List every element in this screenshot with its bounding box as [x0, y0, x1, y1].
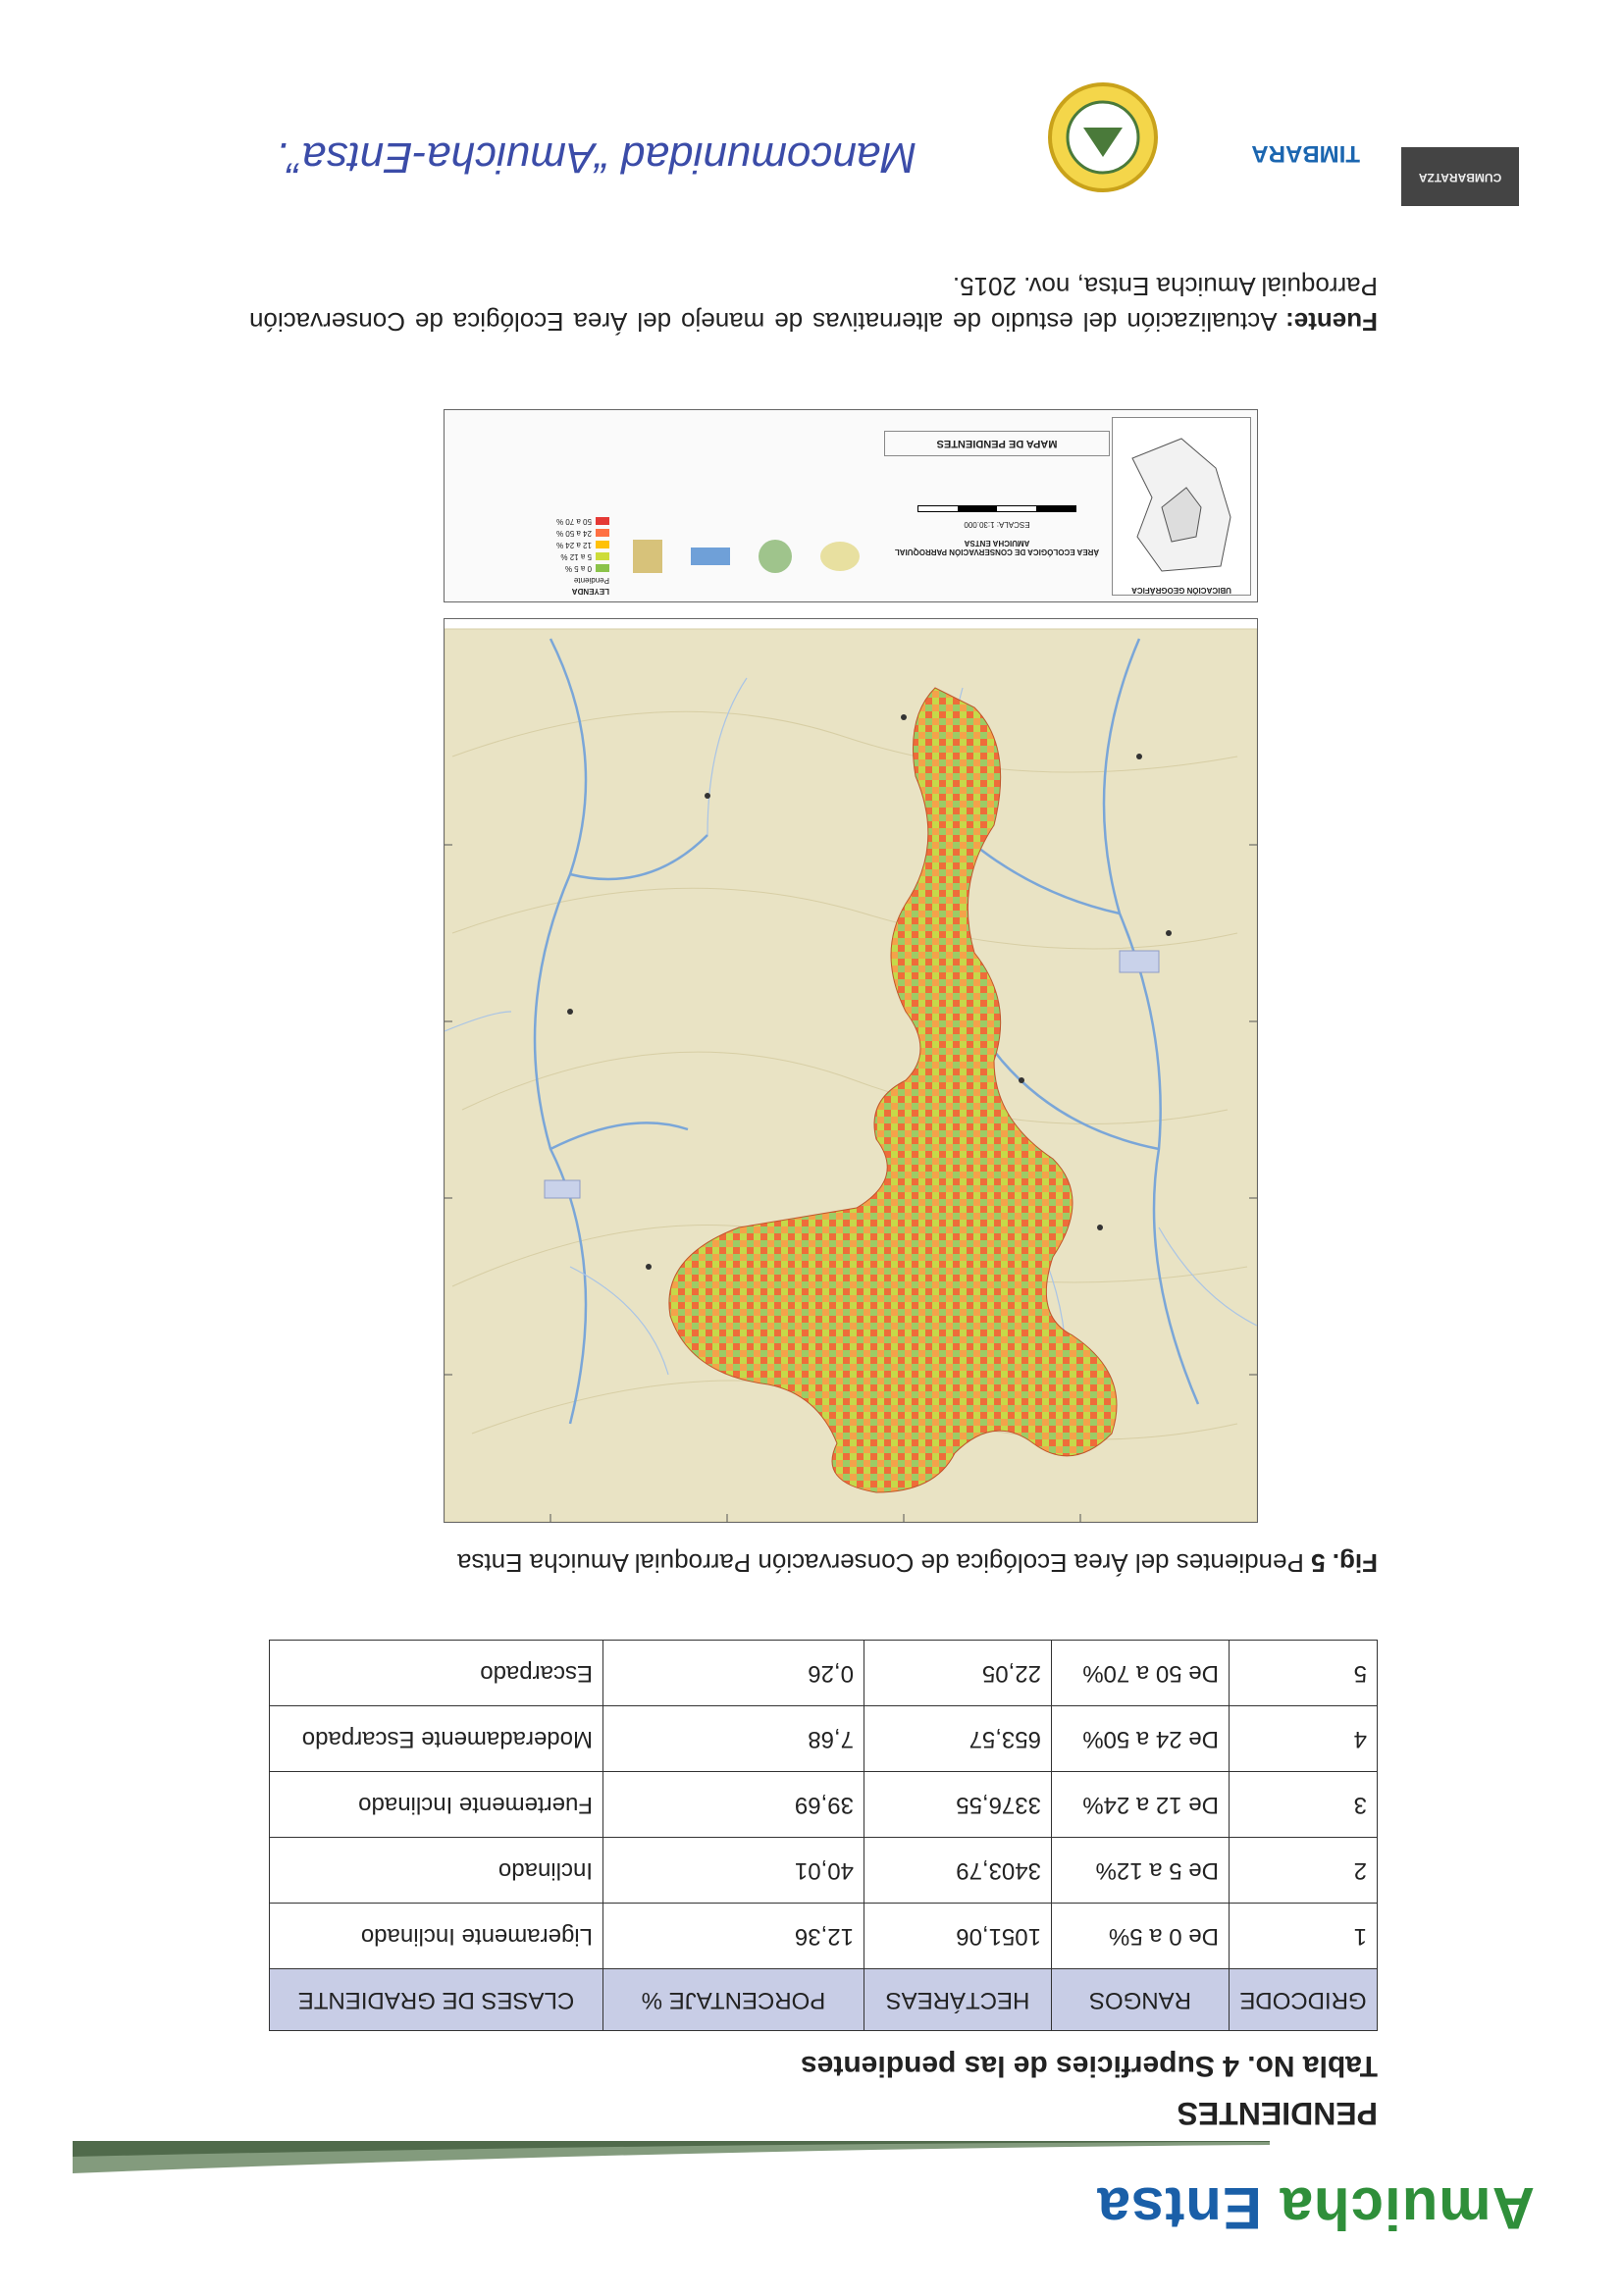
legend-label: 0 a 5 %	[564, 564, 592, 573]
gradient-table	[269, 1640, 1378, 2031]
table-row	[270, 1706, 1378, 1772]
cell-gridcode: 3	[1230, 1772, 1378, 1838]
cell-hectareas: 22,05	[864, 1641, 1052, 1706]
cell-clase: Escarpado	[270, 1641, 603, 1706]
cell-gridcode: 1	[1230, 1904, 1378, 1969]
brand-logo	[1097, 2174, 1535, 2242]
map-title-sub: ÁREA ECOLÓGICA DE CONSERVACIÓN PARROQUIAL AMUICHA ENTSA	[894, 539, 1100, 556]
legend-item	[452, 529, 609, 538]
cell-rango: De 50 a 70%	[1052, 1641, 1230, 1706]
legend-label: 50 a 70 %	[555, 517, 592, 526]
logo-cumbaratza-text: CUMBARATZA	[1418, 171, 1502, 184]
cell-hectareas: 1051,06	[864, 1904, 1052, 1969]
section-title: PENDIENTES	[1177, 2096, 1378, 2131]
legend-item	[452, 564, 609, 573]
inset-title: UBICACIÓN GEOGRÁFICA	[1131, 586, 1231, 595]
cell-porcentaje: 39,69	[603, 1772, 864, 1838]
slope-map-figure	[444, 618, 1258, 1523]
legend-swatch	[596, 518, 609, 526]
cell-hectareas: 3376,55	[864, 1772, 1052, 1838]
cell-clase: Ligeramente Inclinado	[270, 1904, 603, 1969]
map-info-panel	[444, 409, 1258, 602]
legend-label: 24 a 50 %	[555, 529, 592, 538]
table-row	[270, 1641, 1378, 1706]
cell-porcentaje: 12,36	[603, 1904, 864, 1969]
source-label: Fuente:	[1285, 307, 1378, 337]
legend-item	[452, 541, 609, 549]
cell-hectareas: 653,57	[864, 1706, 1052, 1772]
col-header-clases: CLASES DE GRADIENTE	[270, 1969, 603, 2031]
inset-map-svg	[1113, 429, 1250, 586]
legend-swatch	[596, 565, 609, 573]
source-note	[249, 269, 1378, 339]
footer-organization: Mancomunidad “Amuicha-Entsa”.	[276, 133, 916, 182]
col-header-hectareas: HECTÁREAS	[864, 1969, 1052, 2031]
col-header-porcentaje: PORCENTAJE %	[603, 1969, 864, 2031]
figure-label: Fig. 5	[1311, 1548, 1378, 1578]
logo-icon	[759, 540, 793, 573]
cell-clase: Moderadamente Escarpado	[270, 1706, 603, 1772]
map-legend	[452, 419, 609, 596]
logo-icon	[821, 542, 861, 571]
cell-rango: De 12 a 24%	[1052, 1772, 1230, 1838]
map-scale-bar	[917, 505, 1076, 512]
source-text: Actualización del estudio de alternativas de manejo del Área Ecológica de Conservación Parroquial Amuicha Entsa, nov. 2015.	[249, 272, 1378, 337]
legend-label: 5 a 12 %	[560, 552, 592, 561]
cell-gridcode: 5	[1230, 1641, 1378, 1706]
cell-porcentaje: 0,26	[603, 1641, 864, 1706]
legend-swatch	[596, 542, 609, 549]
legend-swatch	[596, 553, 609, 561]
brand-text-1: Amuicha	[1279, 2175, 1535, 2241]
brand-text-2: Entsa	[1096, 2175, 1262, 2241]
logo-cumbaratza	[1401, 147, 1519, 206]
col-header-rangos: RANGOS	[1052, 1969, 1230, 2031]
table-row	[270, 1904, 1378, 1969]
logo-timbara: TIMBARA	[1251, 140, 1360, 167]
figure-caption	[457, 1547, 1378, 1578]
legend-swatch	[596, 530, 609, 538]
table-header-row	[270, 1969, 1378, 2031]
cell-rango: De 0 a 5%	[1052, 1904, 1230, 1969]
cell-porcentaje: 7,68	[603, 1706, 864, 1772]
map-title: MAPA DE PENDIENTES	[884, 431, 1110, 456]
cell-rango: De 5 a 12%	[1052, 1838, 1230, 1904]
legend-item	[452, 517, 609, 526]
legend-title: LEYENDA	[571, 587, 609, 596]
table-row	[270, 1772, 1378, 1838]
table-title: Tabla No. 4 Superficies de las pendientes	[801, 2050, 1378, 2082]
cell-clase: Fuertemente Inclinado	[270, 1772, 603, 1838]
logo-icon	[692, 548, 731, 565]
figure-caption-text: Pendientes del Área Ecológica de Conservación Parroquial Amuicha Entsa	[457, 1548, 1304, 1578]
table-row	[270, 1838, 1378, 1904]
map-logos	[619, 517, 874, 596]
col-header-gridcode: GRIDCODE	[1230, 1969, 1378, 2031]
legend-heading: Pendiente	[573, 576, 609, 585]
header-swoosh-graphic	[73, 2139, 1270, 2178]
cell-gridcode: 2	[1230, 1838, 1378, 1904]
municipal-seal-logo	[1044, 78, 1162, 196]
legend-item	[452, 552, 609, 561]
logo-icon	[634, 540, 663, 573]
map-inset	[1112, 417, 1251, 596]
cell-hectareas: 3403,79	[864, 1838, 1052, 1904]
cell-gridcode: 4	[1230, 1706, 1378, 1772]
map-scale: ESCALA: 1:30.000	[964, 520, 1030, 529]
slope-map-svg	[445, 619, 1257, 1522]
cell-porcentaje: 40,01	[603, 1838, 864, 1904]
legend-label: 12 a 24 %	[555, 541, 592, 549]
cell-rango: De 24 a 50%	[1052, 1706, 1230, 1772]
cell-clase: Inclinado	[270, 1838, 603, 1904]
map-title-block	[884, 419, 1110, 596]
